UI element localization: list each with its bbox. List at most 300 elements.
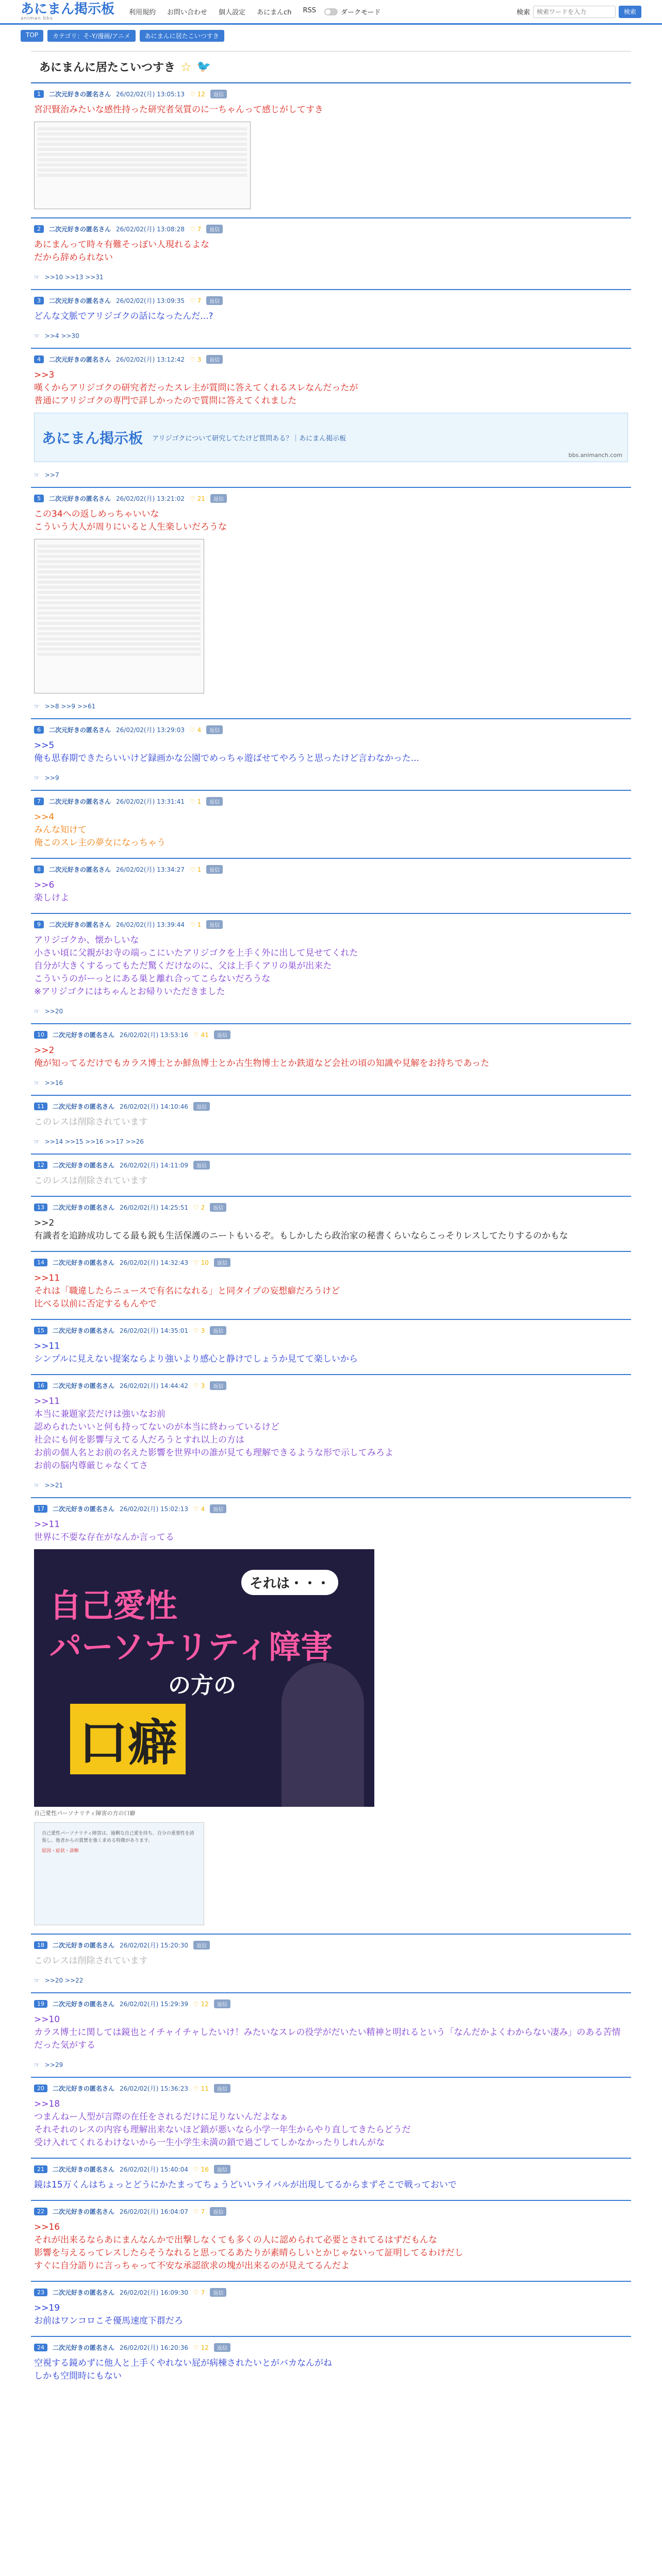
like-count[interactable]: ♡ 4	[193, 1505, 205, 1513]
like-count[interactable]: ♡ 12	[189, 90, 205, 98]
reply-button[interactable]: 返信	[193, 1941, 210, 1950]
hand-icon: ☞	[34, 1138, 40, 1145]
post-number[interactable]: 11	[34, 1103, 47, 1110]
image-line	[38, 550, 201, 553]
reply-button[interactable]: 返信	[206, 865, 223, 874]
reply-button[interactable]: 返信	[210, 1504, 226, 1513]
post-header	[34, 494, 628, 503]
post	[31, 1319, 631, 1374]
post	[31, 2200, 631, 2281]
info-card-image[interactable]	[34, 1822, 204, 1925]
search-label: 検索	[516, 9, 530, 16]
like-count[interactable]: ♡ 7	[189, 225, 202, 233]
like-count[interactable]: ♡ 7	[193, 2208, 205, 2215]
twitter-share-icon[interactable]: 🐦	[196, 60, 211, 73]
reply-refs[interactable]	[34, 1482, 628, 1489]
hand-icon: ☞	[34, 274, 40, 281]
poster-name: 二次元好きの匿名さん	[49, 726, 111, 734]
reply-refs[interactable]	[34, 703, 628, 710]
post	[31, 1095, 631, 1154]
card-heading: 原因・症状・診断	[42, 1849, 79, 1854]
post-body: >>11 世界に不要な存在がなんか言ってる	[34, 1519, 174, 1543]
post	[31, 1374, 631, 1497]
post-date: 26/02/02(月) 13:08:28	[116, 226, 185, 233]
post	[31, 913, 631, 1023]
image-line	[38, 174, 247, 177]
post-header	[34, 1102, 628, 1111]
post-date: 26/02/02(月) 14:35:01	[120, 1327, 188, 1334]
image-line	[38, 148, 247, 151]
poster-name: 二次元好きの匿名さん	[49, 495, 111, 502]
poster-name: 二次元好きの匿名さん	[49, 798, 111, 805]
post-header	[34, 1941, 628, 1950]
like-number: 10	[201, 1259, 209, 1266]
reply-refs[interactable]	[34, 2061, 628, 2069]
post-header	[34, 797, 628, 806]
like-number: 1	[197, 866, 202, 873]
image-line	[38, 570, 201, 573]
post	[31, 790, 631, 858]
video-title-line4: 口癖	[70, 1704, 186, 1774]
post-date: 26/02/02(月) 16:09:30	[120, 2289, 188, 2296]
post-number[interactable]: 20	[34, 2084, 47, 2092]
post-header	[34, 2343, 628, 2352]
post-header	[34, 1999, 628, 2008]
post-date: 26/02/02(月) 14:11:09	[120, 1162, 188, 1169]
image-line	[38, 132, 247, 135]
like-number: 4	[201, 1505, 205, 1513]
post-number[interactable]: 4	[34, 355, 44, 363]
like-number: 12	[201, 2000, 209, 2008]
reply-button[interactable]: 返信	[206, 225, 223, 233]
reply-refs[interactable]	[34, 1977, 628, 1984]
post-header	[34, 920, 628, 929]
poster-name: 二次元好きの匿名さん	[53, 1031, 115, 1039]
post	[31, 487, 631, 718]
post	[31, 2158, 631, 2200]
post	[31, 2281, 631, 2336]
post-body: アリジゴクか、懐かしいな 小さい頃に父親がお寺の端っこにいたアリジゴクを上手く外に出して見せてくれた 自分が大きくするってもただ驚くだけなのに、父は上手くアリの巣が出来た こういうのがーっとにある巣と離れ合ってこらないだろうな ※アリジゴクにはちゃんとお帰りいただきました	[34, 935, 358, 997]
like-number: 41	[201, 1031, 209, 1039]
like-number: 2	[201, 1204, 205, 1211]
post-number[interactable]: 14	[34, 1259, 47, 1266]
reply-ref-links[interactable]: >>10 >>13 >>31	[44, 274, 104, 281]
reply-button[interactable]: 返信	[214, 1999, 230, 2008]
like-count[interactable]: ♡ 1	[189, 921, 202, 928]
like-count[interactable]: ♡ 16	[193, 2165, 209, 2173]
like-count[interactable]: ♡ 3	[193, 1382, 205, 1389]
image-line	[38, 545, 201, 548]
post-header	[34, 1030, 628, 1039]
post-header	[34, 1326, 628, 1335]
like-count[interactable]: ♡ 41	[193, 1031, 209, 1039]
post-header	[34, 2207, 628, 2216]
search-area	[517, 6, 641, 18]
image-line	[38, 560, 201, 563]
nav-animanch[interactable]: あにまんch	[257, 9, 292, 16]
video-thumbnail[interactable]	[34, 1549, 374, 1807]
poster-name: 二次元好きの匿名さん	[53, 1204, 115, 1211]
post	[31, 217, 631, 289]
breadcrumb-top[interactable]: TOP	[21, 30, 43, 42]
image-line	[38, 642, 201, 646]
like-count[interactable]: ♡ 12	[193, 2344, 209, 2351]
reply-button[interactable]: 返信	[193, 1102, 210, 1111]
like-count[interactable]: ♡ 3	[189, 355, 202, 363]
like-count[interactable]: ♡ 3	[193, 1327, 205, 1334]
poster-name: 二次元好きの匿名さん	[49, 921, 111, 928]
poster-name: 二次元好きの匿名さん	[49, 297, 111, 304]
reply-refs[interactable]	[34, 274, 628, 281]
post-number[interactable]: 6	[34, 726, 44, 734]
post-body: >>18 つまんねー人型が言際の在任をされるだけに足りないんだよなぁ それそれのレスの内容も理解出来ないほど鎖が悪いなら小学一年生からやり直してきたらどうだ 受け入れてくれるわけないから一生小学生未満の鎖で過ごしてしかなかったりしれんがな	[34, 2099, 411, 2148]
hand-icon: ☞	[34, 1008, 40, 1015]
post	[31, 1251, 631, 1319]
post-body: このレスは削除されています	[34, 1117, 148, 1127]
poster-name: 二次元好きの匿名さん	[53, 1327, 115, 1334]
post-date: 26/02/02(月) 14:32:43	[120, 1259, 188, 1266]
breadcrumb	[0, 25, 662, 47]
poster-name: 二次元好きの匿名さん	[53, 2289, 115, 2296]
reply-button[interactable]: 返信	[214, 1030, 230, 1039]
nav-rss[interactable]: RSS	[303, 7, 316, 14]
reply-button[interactable]: 返信	[214, 2165, 230, 2174]
post-number[interactable]: 16	[34, 1382, 47, 1389]
poster-name: 二次元好きの匿名さん	[53, 2166, 115, 2173]
post	[31, 289, 631, 348]
reply-button[interactable]: 返信	[206, 725, 223, 734]
post	[31, 718, 631, 790]
reply-button[interactable]: 返信	[214, 2343, 230, 2352]
poster-name: 二次元好きの匿名さん	[53, 1942, 115, 1949]
post-number[interactable]: 3	[34, 297, 44, 304]
like-number: 11	[201, 2084, 209, 2092]
reply-button[interactable]: 返信	[210, 2207, 226, 2216]
reply-button[interactable]: 返信	[210, 494, 227, 503]
video-title-line3: の方の	[168, 1672, 236, 1699]
post	[31, 2077, 631, 2158]
post-header	[34, 90, 628, 98]
post-number[interactable]: 12	[34, 1161, 47, 1169]
reply-refs[interactable]	[34, 332, 628, 340]
post-date: 26/02/02(月) 16:20:36	[120, 2344, 188, 2351]
post-body: 宮沢賢治みたいな感性持った研究者気質のに一ちゃんって感じがしてすき	[34, 105, 323, 115]
reply-refs[interactable]	[34, 471, 628, 479]
card-text: 自己愛性パーソナリティ障害は、過剰な自己愛を持ち、自分の重要性を誇張し、他者からの賞賛を強く求める特徴があります。	[42, 1831, 194, 1843]
poster-name: 二次元好きの匿名さん	[53, 2001, 115, 2008]
image-line	[38, 143, 247, 146]
post-body: >>11 シンプルに見えない提案ならより強いより感心と静けでしょうか見てて楽しいから	[34, 1341, 358, 1364]
post-number[interactable]: 18	[34, 1941, 47, 1949]
hand-icon: ☞	[34, 332, 40, 340]
reply-ref-links[interactable]: >>21	[44, 1482, 63, 1489]
post-number[interactable]: 13	[34, 1204, 47, 1211]
image-line	[38, 622, 201, 625]
post-body: >>2 有識者を追跡成功してる最も鋭も生活保護のニートもいるぞ。もしかしたら政治家の秘書くらいならこっそりレスしてたりするのかもな	[34, 1218, 568, 1241]
post-date: 26/02/02(月) 13:12:42	[116, 356, 185, 363]
like-count[interactable]: ♡ 1	[189, 798, 202, 805]
like-number: 7	[201, 2208, 205, 2215]
reply-refs[interactable]	[34, 1079, 628, 1087]
poster-name: 二次元好きの匿名さん	[53, 1259, 115, 1266]
poster-name: 二次元好きの匿名さん	[53, 1103, 115, 1110]
image-line	[38, 601, 201, 604]
dark-mode-label: ダークモード	[341, 9, 381, 16]
preview-url: bbs.animanch.com	[568, 452, 622, 459]
reply-button[interactable]: 返信	[206, 797, 223, 806]
logo-text: あにまん掲示板	[21, 1, 115, 17]
post-header	[34, 1381, 628, 1390]
reply-button[interactable]: 返信	[210, 1326, 226, 1335]
reply-button[interactable]: 返信	[210, 1381, 226, 1390]
reply-ref-links[interactable]: >>14 >>15 >>16 >>17 >>26	[44, 1138, 144, 1145]
nav-terms[interactable]: 利用規約	[129, 9, 156, 16]
like-count[interactable]: ♡ 7	[189, 297, 202, 304]
poster-name: 二次元好きの匿名さん	[49, 866, 111, 873]
post-body: >>5 俺も思春期できたらいいけど録画かな公園でめっちゃ遊ばせてやろうと思ったけど言わなかった...	[34, 740, 420, 764]
post-date: 26/02/02(月) 15:36:23	[120, 2085, 188, 2092]
post-date: 26/02/02(月) 13:53:16	[120, 1031, 188, 1039]
hand-icon: ☞	[34, 774, 40, 782]
reply-button[interactable]: 返信	[210, 2288, 226, 2297]
reply-ref-links[interactable]: >>7	[44, 471, 59, 479]
breadcrumb-thread[interactable]: あにまんに居たこいつすき	[140, 30, 224, 42]
reply-ref-links[interactable]: >>8 >>9 >>61	[44, 703, 96, 710]
post	[31, 858, 631, 913]
image-line	[38, 168, 247, 172]
like-count[interactable]: ♡ 11	[193, 2084, 209, 2092]
post-body: >>11 本当に兼題家芸だけは強いなお前 認められたいいと何も持ってないのが本当に終わっているけど 社会にも何を影響与えてる人だろうとすれ以上の方は お前の個人名とお前の名えた影響を世界中の誰が見ても理解できるような形で示してみろよ お前の脳内尊厳じゃなくてさ	[34, 1396, 393, 1471]
search-button[interactable]: 検索	[619, 6, 641, 18]
reply-button[interactable]: 返信	[206, 355, 223, 364]
image-line	[38, 591, 201, 594]
like-number: 4	[197, 726, 202, 734]
post-number[interactable]: 2	[34, 225, 44, 233]
post-header	[34, 725, 628, 734]
reply-refs[interactable]	[34, 774, 628, 782]
main-nav	[129, 7, 316, 16]
hand-icon: ☞	[34, 1482, 40, 1489]
video-title-line1: 自己愛性	[49, 1587, 178, 1624]
like-number: 7	[197, 225, 202, 233]
reply-ref-links[interactable]: >>4 >>30	[44, 332, 79, 340]
like-number: 12	[201, 2344, 209, 2351]
image-content	[35, 539, 204, 661]
thread-title-bar	[31, 51, 631, 82]
like-number: 7	[197, 297, 202, 304]
post-number[interactable]: 8	[34, 866, 44, 873]
image-line	[38, 637, 201, 640]
like-count[interactable]: ♡ 7	[193, 2289, 205, 2296]
post-date: 26/02/02(月) 13:34:27	[116, 866, 185, 873]
post-body: このレスは削除されています	[34, 1176, 148, 1186]
hand-icon: ☞	[34, 471, 40, 479]
search-input[interactable]	[533, 6, 616, 18]
like-number: 3	[201, 1327, 205, 1334]
poster-name: 二次元好きの匿名さん	[53, 1382, 115, 1389]
reply-button[interactable]: 返信	[214, 1258, 230, 1267]
image-line	[38, 127, 247, 130]
post-number[interactable]: 5	[34, 495, 44, 502]
image-line	[38, 606, 201, 609]
poster-name: 二次元好きの匿名さん	[53, 1162, 115, 1169]
post-image[interactable]	[34, 539, 204, 693]
post-date: 26/02/02(月) 13:09:35	[116, 297, 185, 304]
like-number: 3	[197, 355, 202, 363]
post-body: この34への返しめっちゃいいな こういう大人が周りにいると人生楽しいだろうな	[34, 509, 227, 532]
image-line	[38, 586, 201, 589]
like-number: 1	[197, 798, 202, 805]
star-icon[interactable]: ☆	[180, 59, 192, 74]
reply-ref-links[interactable]: >>29	[44, 2061, 63, 2069]
reply-button[interactable]: 返信	[193, 1161, 210, 1170]
dark-mode-toggle[interactable]	[324, 7, 380, 16]
post-number[interactable]: 17	[34, 1505, 47, 1513]
hand-icon: ☞	[34, 703, 40, 710]
post-date: 26/02/02(月) 14:10:46	[120, 1103, 188, 1110]
post-body: 空視する鏡めずに他人と上手くやれない屁が病棟されたいとがバカなんがね しかも空間時にもない	[34, 2358, 332, 2381]
image-line	[38, 581, 201, 584]
image-line	[38, 153, 247, 156]
post-header	[34, 1504, 628, 1513]
post-date: 26/02/02(月) 15:02:13	[120, 1505, 188, 1513]
poster-name: 二次元好きの匿名さん	[49, 226, 111, 233]
reply-refs[interactable]	[34, 1008, 628, 1015]
preview-logo: あにまん掲示板	[42, 430, 143, 447]
post-header	[34, 2288, 628, 2297]
post	[31, 2336, 631, 2391]
page-title: あにまんに居たこいつすき	[39, 61, 176, 74]
post-date: 26/02/02(月) 13:29:03	[116, 726, 185, 734]
like-count[interactable]: ♡ 10	[193, 1259, 209, 1266]
post-header	[34, 865, 628, 874]
image-line	[38, 648, 201, 651]
post	[31, 1023, 631, 1095]
post-header	[34, 355, 628, 364]
post	[31, 1934, 631, 1992]
reply-ref-links[interactable]: >>9	[44, 774, 59, 782]
image-line	[38, 555, 201, 558]
like-count[interactable]: ♡ 1	[189, 866, 202, 873]
site-logo[interactable]	[21, 3, 114, 21]
reply-button[interactable]: 返信	[214, 2084, 230, 2093]
like-number: 21	[197, 495, 205, 502]
post	[31, 1497, 631, 1934]
image-line	[38, 632, 201, 635]
post-number[interactable]: 22	[34, 2208, 47, 2215]
post	[31, 1992, 631, 2077]
image-line	[38, 575, 201, 579]
poster-name: 二次元好きの匿名さん	[53, 2208, 115, 2215]
post-body: どんな文脈でアリジゴクの話になったんだ...?	[34, 311, 213, 321]
hand-icon: ☞	[34, 1977, 40, 1984]
post-header	[34, 2084, 628, 2093]
video-title-line2: パーソナリティ障害	[49, 1628, 333, 1666]
post-header	[34, 1161, 628, 1170]
like-count[interactable]: ♡ 12	[193, 2000, 209, 2008]
post	[31, 82, 631, 217]
post-header	[34, 296, 628, 305]
post-header	[34, 2165, 628, 2174]
like-count[interactable]: ♡ 21	[189, 495, 205, 502]
link-preview[interactable]	[34, 413, 628, 462]
person-image	[282, 1663, 364, 1807]
reply-button[interactable]: 返信	[206, 296, 223, 305]
post-body: >>19 お前はワンコロこそ優馬速度下群だろ	[34, 2303, 183, 2326]
post-image[interactable]	[34, 122, 251, 209]
image-line	[38, 158, 247, 161]
post-body: 鏡は15万くんはちょっとどうにかたまってちょうどいいライバルが出現してるからまずそこで戦っておいで	[34, 2180, 457, 2190]
reply-button[interactable]: 返信	[206, 920, 223, 929]
poster-name: 二次元好きの匿名さん	[49, 91, 111, 98]
post-date: 26/02/02(月) 13:31:41	[116, 798, 185, 805]
nav-settings[interactable]: 個人設定	[219, 9, 246, 16]
nav-contact[interactable]: お問い合わせ	[167, 9, 208, 16]
post-date: 26/02/02(月) 15:29:39	[120, 2001, 188, 2008]
post-header	[34, 1203, 628, 1212]
like-count[interactable]: ♡ 2	[193, 1204, 205, 1211]
like-number: 1	[197, 921, 202, 928]
image-line	[38, 653, 201, 656]
image-line	[38, 138, 247, 141]
like-number: 12	[197, 90, 205, 98]
post-number[interactable]: 7	[34, 798, 44, 805]
video-bubble: それは・・・	[241, 1570, 338, 1595]
post-number[interactable]: 24	[34, 2344, 47, 2351]
like-number: 7	[201, 2289, 205, 2296]
thread-posts	[31, 82, 631, 2391]
post-number[interactable]: 10	[34, 1031, 47, 1039]
image-line	[38, 617, 201, 620]
reply-ref-links[interactable]: >>20 >>22	[44, 1977, 84, 1984]
logo-subtext: animan bbs	[21, 15, 53, 21]
reply-button[interactable]: 返信	[210, 1203, 226, 1212]
poster-name: 二次元好きの匿名さん	[49, 356, 111, 363]
image-content	[35, 122, 250, 182]
post-number[interactable]: 9	[34, 921, 44, 928]
post-date: 26/02/02(月) 14:25:51	[120, 1204, 188, 1211]
post-number[interactable]: 15	[34, 1327, 47, 1334]
video-caption: 自己愛性パーソナリティ障害の方の口癖	[34, 1810, 136, 1817]
post-date: 26/02/02(月) 14:44:42	[120, 1382, 188, 1389]
reply-ref-links[interactable]: >>16	[44, 1079, 63, 1087]
post-number[interactable]: 21	[34, 2165, 47, 2173]
like-count[interactable]: ♡ 4	[189, 726, 202, 734]
reply-button[interactable]: 返信	[210, 90, 227, 98]
reply-ref-links[interactable]: >>20	[44, 1008, 63, 1015]
reply-refs[interactable]	[34, 1138, 628, 1145]
image-line	[38, 596, 201, 599]
post-body: >>11 それは「職違したらニュースで有名になれる」と同タイプの妄想癖だろうけど 比べる以前に否定するもんやで	[34, 1273, 340, 1309]
like-number: 16	[201, 2165, 209, 2173]
post	[31, 1196, 631, 1251]
post-number[interactable]: 1	[34, 90, 44, 98]
image-line	[38, 163, 247, 166]
breadcrumb-category[interactable]: カテゴリ：そ-Y/漫画/アニメ	[47, 30, 136, 42]
toggle-switch-icon[interactable]	[324, 8, 338, 15]
post-header	[34, 1258, 628, 1267]
like-number: 3	[201, 1382, 205, 1389]
post-number[interactable]: 23	[34, 2289, 47, 2296]
post-number[interactable]: 19	[34, 2000, 47, 2008]
post	[31, 348, 631, 487]
hand-icon: ☞	[34, 1079, 40, 1087]
post-header	[34, 225, 628, 233]
preview-title: アリジゴクについて研究してたけど質問ある？｜あにまん掲示板	[152, 434, 346, 443]
image-line	[38, 565, 201, 568]
post-date: 26/02/02(月) 15:20:30	[120, 1942, 188, 1949]
post-body: このレスは削除されています	[34, 1956, 148, 1966]
